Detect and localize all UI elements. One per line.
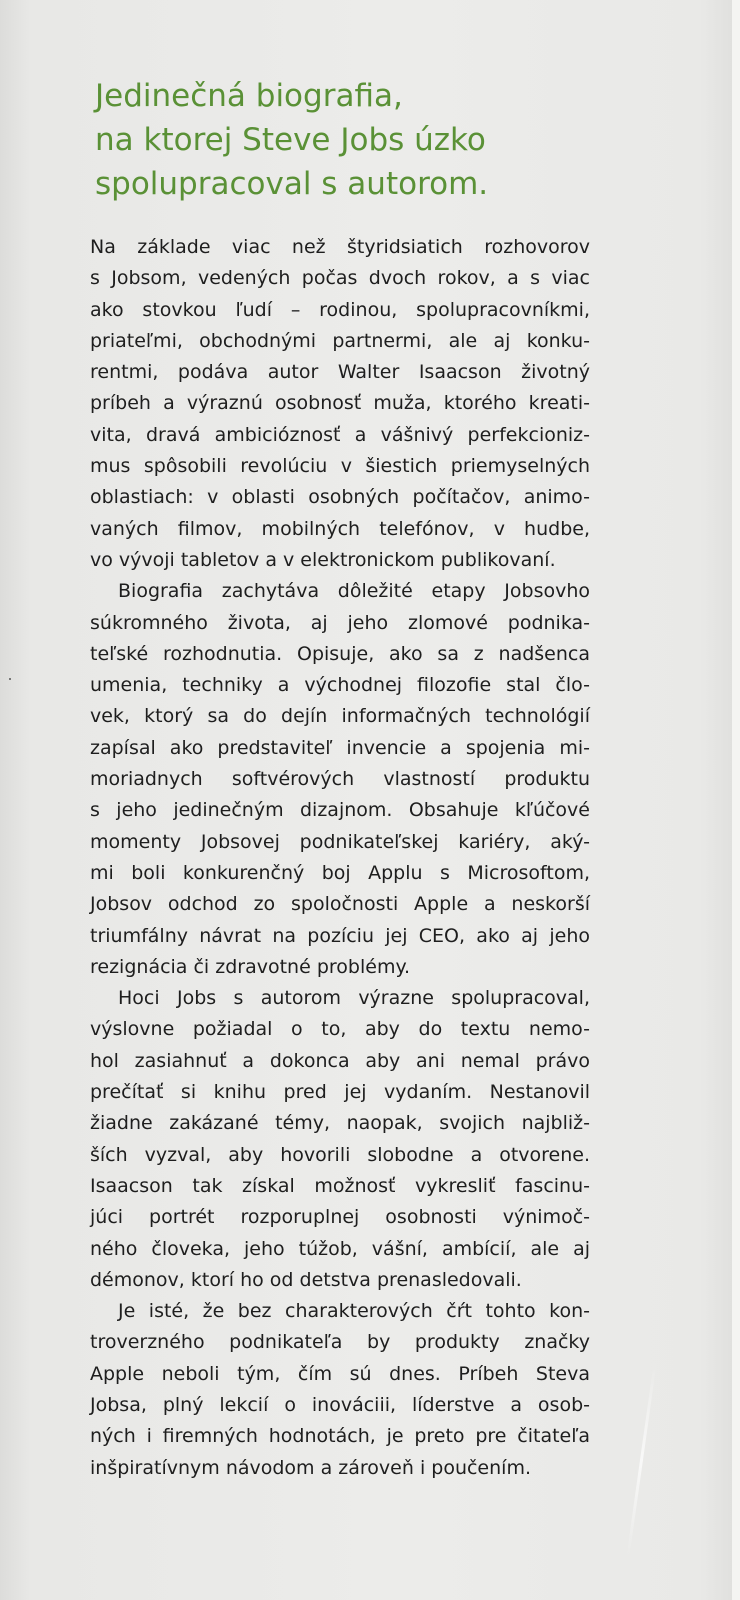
text-line: Isaacson tak získal možnosť vykresliť fascinu- (90, 1174, 590, 1197)
text-line: vita, dravá ambicióznosť a vášnivý perfekcioniz- (90, 423, 590, 446)
text-line: moriadnych softvérových vlastností produktu (90, 768, 590, 791)
dust-speck (9, 678, 11, 680)
text-line: ako stovkou ľudí – rodinou, spolupracovníkmi, (90, 298, 590, 321)
headline-line: spolupracoval s autorom. (95, 166, 489, 202)
paragraph-1 (90, 232, 590, 576)
text-line: júci portrét rozporuplnej osobnosti výnimoč- (90, 1206, 590, 1229)
text-line: mi boli konkurenčný boj Applu s Microsoftom, (90, 861, 590, 884)
text-line: démonov, ktorí ho od detstva prenasledovali. (90, 1268, 522, 1291)
text-line: prečítať si knihu pred jej vydaním. Nestanovil (90, 1081, 590, 1104)
text-line: mus spôsobili revolúciu v šiestich priemyselných (90, 455, 590, 478)
headline-line: na ktorej Steve Jobs úzko (95, 122, 486, 158)
paragraph-2 (90, 576, 590, 983)
text-line: troverzného podnikateľa by produkty značky (90, 1331, 590, 1354)
text-line: Jobsa, plný lekcií o inováciii, líderstve a osob- (90, 1393, 590, 1416)
text-line: žiadne zakázané témy, naopak, svojich najbliž- (90, 1112, 590, 1135)
paragraph-4 (90, 1296, 590, 1484)
text-line: vek, ktorý sa do dejín informačných technológií (90, 705, 590, 728)
text-line: Hoci Jobs s autorom výrazne spolupracoval, (118, 987, 590, 1010)
text-line: s Jobsom, vedených počas dvoch rokov, a s viac (90, 267, 590, 290)
text-line: momenty Jobsovej podnikateľskej kariéry, aký- (90, 830, 590, 853)
text-line: s jeho jedinečným dizajnom. Obsahuje kľúčové (90, 799, 590, 822)
text-line: zapísal ako predstaviteľ invencie a spojenia mi- (90, 736, 590, 759)
text-line: teľské rozhodnutia. Opisuje, ako sa z nadšenca (90, 642, 590, 665)
paragraph-3 (90, 983, 590, 1296)
headline-line: Jedinečná biografia, (95, 78, 403, 114)
text-line: priateľmi, obchodnými partnermi, ale aj konku- (90, 329, 590, 352)
text-line: ších vyzval, aby hovorili slobodne a otvorene. (90, 1143, 590, 1166)
text-line: súkromného života, aj jeho zlomové podnika- (90, 611, 590, 634)
text-line: umenia, techniky a východnej filozofie stal člo- (90, 674, 590, 697)
text-line: Na základe viac než štyridsiatich rozhovorov (90, 236, 590, 258)
text-line: Je isté, že bez charakterových čŕt tohto kon- (118, 1300, 590, 1323)
text-line: rentmi, podáva autor Walter Isaacson životný (90, 361, 590, 384)
text-line: vaných filmov, mobilných telefónov, v hudbe, (90, 517, 590, 540)
text-line: vo vývoji tabletov a v elektronickom publikovaní. (90, 548, 556, 571)
text-line: triumfálny návrat na pozíciu jej CEO, ako aj jeho (90, 924, 590, 947)
text-line: Biografia zachytáva dôležité etapy Jobsovho (118, 580, 590, 603)
blurb-body (90, 232, 590, 1484)
text-line: rezignácia či zdravotné problémy. (90, 955, 411, 978)
text-line: ných i firemných hodnotách, je preto pre čitateľa (90, 1425, 590, 1448)
light-glare (626, 1361, 657, 1559)
text-line: inšpiratívnym návodom a zároveň i poučením. (90, 1456, 531, 1479)
text-line: príbeh a výraznú osobnosť muža, ktorého kreati- (90, 392, 590, 415)
text-line: výslovne požiadal o to, aby do textu nemo- (90, 1018, 590, 1041)
headline (95, 74, 655, 206)
text-line: Apple neboli tým, čím sú dnes. Príbeh Steva (90, 1362, 590, 1385)
text-line: hol zasiahnuť a dokonca aby ani nemal právo (90, 1049, 590, 1072)
text-line: Jobsov odchod zo spoločnosti Apple a neskorší (90, 893, 590, 916)
cover-edge-stripe (732, 0, 740, 1600)
text-line: ného človeka, jeho túžob, vášní, ambícií, ale aj (90, 1237, 590, 1260)
text-line: oblastiach: v oblasti osobných počítačov, animo- (90, 486, 590, 509)
